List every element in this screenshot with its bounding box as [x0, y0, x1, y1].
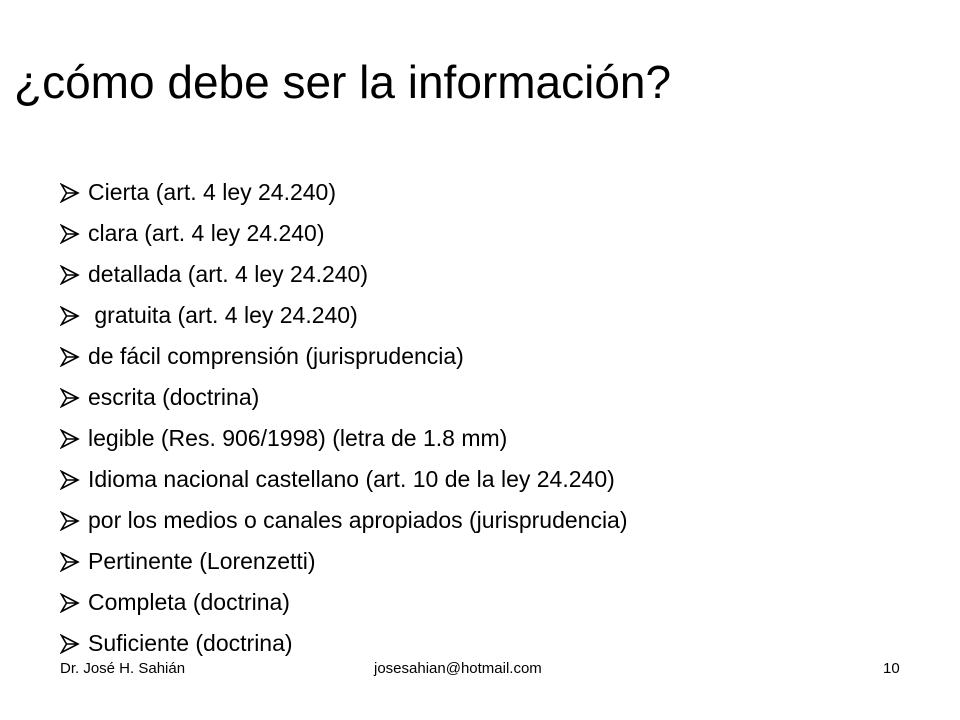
bullet-item: [60, 336, 628, 377]
footer-email: josesahian@hotmail.com: [374, 660, 542, 677]
bullet-text: Idioma nacional castellano (art. 10 de la ley 24.240): [88, 466, 615, 492]
arrow-bullet-icon: [60, 224, 88, 244]
bullet-list: [60, 172, 628, 664]
slide-title: ¿cómo debe ser la información?: [14, 56, 672, 108]
bullet-text: detallada (art. 4 ley 24.240): [88, 261, 369, 287]
bullet-text: Cierta (art. 4 ley 24.240): [88, 179, 337, 205]
bullet-text: Pertinente (Lorenzetti): [88, 548, 316, 574]
arrow-bullet-icon: [60, 265, 88, 285]
arrow-bullet-icon: [60, 306, 88, 326]
bullet-item: [60, 459, 628, 500]
bullet-text: por los medios o canales apropiados (jurisprudencia): [88, 507, 628, 533]
bullet-item: [60, 377, 628, 418]
bullet-text: escrita (doctrina): [88, 384, 260, 410]
arrow-bullet-icon: [60, 552, 88, 572]
bullet-text: de fácil comprensión (jurisprudencia): [88, 343, 464, 369]
bullet-item: [60, 418, 628, 459]
arrow-bullet-icon: [60, 429, 88, 449]
arrow-bullet-icon: [60, 511, 88, 531]
bullet-text: gratuita (art. 4 ley 24.240): [88, 302, 358, 328]
arrow-bullet-icon: [60, 388, 88, 408]
bullet-item: [60, 295, 628, 336]
arrow-bullet-icon: [60, 470, 88, 490]
bullet-item: [60, 172, 628, 213]
bullet-item: [60, 254, 628, 295]
arrow-bullet-icon: [60, 183, 88, 203]
bullet-item: [60, 213, 628, 254]
bullet-text: clara (art. 4 ley 24.240): [88, 220, 325, 246]
bullet-text: legible (Res. 906/1998) (letra de 1.8 mm): [88, 425, 508, 451]
bullet-item: [60, 582, 628, 623]
page-number: 10: [883, 660, 900, 677]
bullet-text: Completa (doctrina): [88, 589, 290, 615]
arrow-bullet-icon: [60, 593, 88, 613]
bullet-item: [60, 623, 628, 664]
bullet-item: [60, 541, 628, 582]
bullet-item: [60, 500, 628, 541]
arrow-bullet-icon: [60, 347, 88, 367]
arrow-bullet-icon: [60, 634, 88, 654]
footer-author: Dr. José H. Sahián: [60, 660, 186, 677]
bullet-text: Suficiente (doctrina): [88, 630, 293, 656]
